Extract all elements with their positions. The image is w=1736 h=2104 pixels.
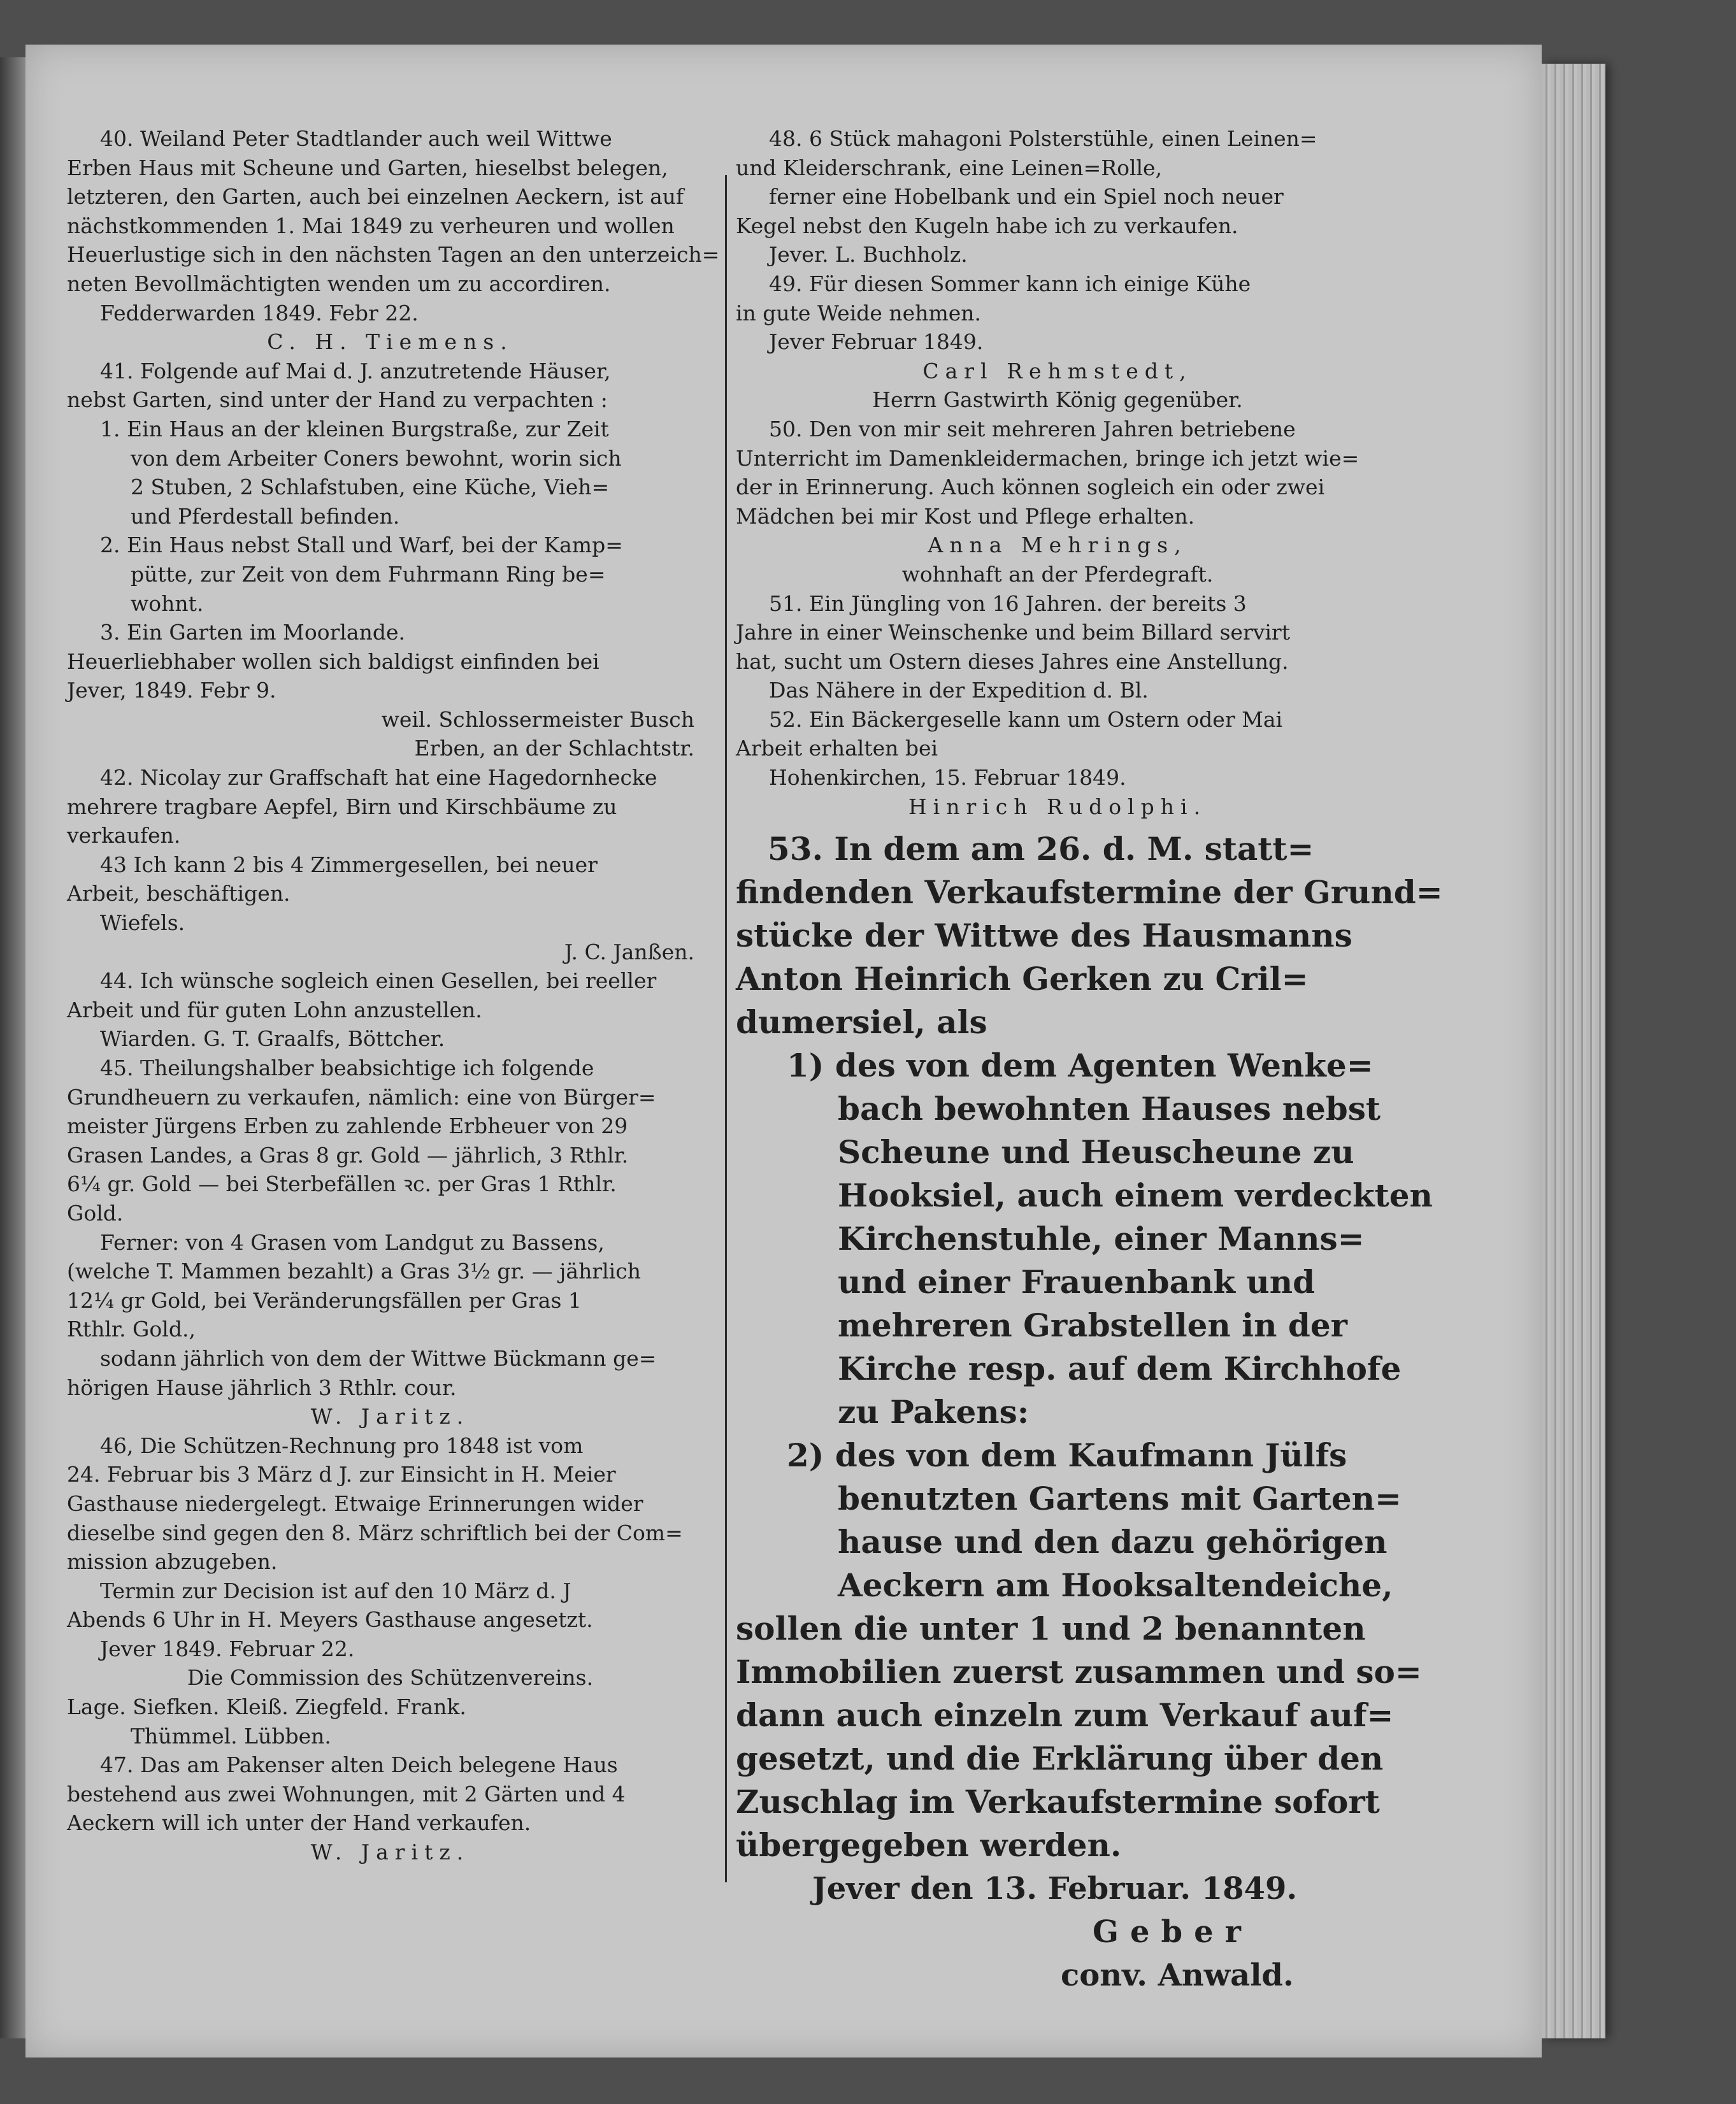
notice-53-item: 1) des von dem Agenten Wenke= — [787, 1047, 1374, 1085]
notice-53-line: Zuschlag im Verkaufstermine sofort — [736, 1783, 1380, 1821]
notice-53-line: Anton Heinrich Gerken zu Cril= — [736, 960, 1309, 998]
notice-53-place-date: Jever den 13. Februar. 1849. — [812, 1871, 1298, 1907]
left-column — [67, 124, 720, 1867]
notice-53-item: 2) des von dem Kaufmann Jülfs — [787, 1436, 1347, 1475]
ad-49-signature: Herrn Gastwirth König gegenüber. — [872, 387, 1243, 413]
ad-44-signature: Wiarden. G. T. Graalfs, Böttcher. — [100, 1026, 445, 1052]
ad-43-place: Wiefels. — [100, 910, 185, 936]
ad-50-signature: wohnhaft an der Pferdegraft. — [901, 561, 1214, 587]
ad-43-signature: J. C. Janßen. — [564, 939, 694, 964]
ad-50-line: Unterricht im Damenkleidermachen, bringe ich jetzt wie= — [736, 445, 1359, 471]
ad-45-line: Ferner: von 4 Grasen vom Landgut zu Bassens, — [100, 1229, 605, 1255]
ad-47-line: Aeckern will ich unter der Hand verkaufen. — [67, 1810, 531, 1836]
notice-53-line: Immobilien zuerst zusammen und so= — [736, 1653, 1422, 1691]
ad-40-line: neten Bevollmächtigten wenden um zu accordiren. — [67, 271, 611, 296]
ad-40-line: Erben Haus mit Scheune und Garten, hieselbst belegen, — [67, 155, 668, 180]
ad-46-line: Termin zur Decision ist auf den 10 März d. J — [100, 1578, 571, 1603]
ad-45-line: hörigen Hause jährlich 3 Rthlr. cour. — [67, 1375, 457, 1400]
notice-53-item: Hooksiel, auch einem verdeckten — [838, 1177, 1433, 1215]
notice-53-item: Kirche resp. auf dem Kirchhofe — [838, 1350, 1402, 1388]
ad-41-item: 3. Ein Garten im Moorlande. — [100, 620, 405, 645]
ad-48-line: ferner eine Hobelbank und ein Spiel noch neuer — [769, 184, 1284, 210]
ad-46-line: dieselbe sind gegen den 8. März schriftlich bei der Com= — [67, 1520, 683, 1545]
ad-46-place-date: Jever 1849. Februar 22. — [100, 1636, 355, 1661]
ad-51-line: 51. Ein Jüngling von 16 Jahren. der bereits 3 — [769, 590, 1247, 616]
notice-53-item: Kirchenstuhle, einer Manns= — [838, 1220, 1365, 1258]
notice-53-line: stücke der Wittwe des Hausmanns — [736, 917, 1352, 955]
notice-53-line: dann auch einzeln zum Verkauf auf= — [736, 1696, 1394, 1735]
notice-53-item: benutzten Gartens mit Garten= — [838, 1480, 1402, 1518]
ad-47-line: 47. Das am Pakenser alten Deich belegene Haus — [100, 1752, 618, 1778]
ad-49-signature: Carl Rehmstedt, — [922, 358, 1193, 383]
notice-53-line: übergegeben werden. — [736, 1826, 1122, 1864]
previous-page-edge — [0, 57, 25, 2038]
notice-53-line: findenden Verkaufstermine der Grund= — [736, 873, 1443, 912]
notice-53-item: und einer Frauenbank und — [838, 1263, 1316, 1301]
ad-45-line: 12¼ gr Gold, bei Veränderungsfällen per Gras 1 — [67, 1287, 582, 1313]
notice-53-item: zu Pakens: — [838, 1393, 1029, 1431]
page-stack-edge — [1542, 64, 1605, 2038]
ad-42-line: 42. Nicolay zur Graffschaft hat eine Hagedornhecke — [100, 765, 657, 791]
ad-46-signature: Lage. Siefken. Kleiß. Ziegfeld. Frank. — [67, 1694, 466, 1720]
ad-45-line: 6¼ gr. Gold — bei Sterbefällen ꝛc. per Gras 1 Rthlr. — [67, 1171, 617, 1197]
notice-53-item: bach bewohnten Hauses nebst — [838, 1090, 1381, 1128]
ad-48-signature: Jever. L. Buchholz. — [769, 242, 968, 268]
notice-53-line: gesetzt, und die Erklärung über den — [736, 1740, 1384, 1778]
ad-52-line: Arbeit erhalten bei — [736, 736, 938, 761]
ad-51-line: Jahre in einer Weinschenke und beim Billard servirt — [736, 620, 1290, 645]
ad-49-line: in gute Weide nehmen. — [736, 300, 982, 326]
ad-41-item: pütte, zur Zeit von dem Fuhrmann Ring be= — [131, 561, 606, 587]
notice-53-signature: conv. Anwald. — [1061, 1957, 1294, 1994]
ad-50-line: der in Erinnerung. Auch können sogleich ein oder zwei — [736, 475, 1325, 500]
notice-53-item: Scheune und Heuscheune zu — [838, 1133, 1354, 1171]
ad-41-line: Heuerliebhaber wollen sich baldigst einfinden bei — [67, 648, 599, 674]
ad-40-line: 40. Weiland Peter Stadtlander auch weil Wittwe — [100, 126, 612, 151]
notice-53-item: hause und den dazu gehörigen — [838, 1523, 1388, 1561]
notice-53-item: Aeckern am Hooksaltendeiche, — [838, 1566, 1393, 1605]
ad-45-line: Grasen Landes, a Gras 8 gr. Gold — jährlich, 3 Rthlr. — [67, 1142, 629, 1168]
ad-41-item: 2. Ein Haus nebst Stall und Warf, bei der Kamp= — [100, 533, 623, 558]
ad-40-line: nächstkommenden 1. Mai 1849 zu verheuren und wollen — [67, 213, 675, 238]
ad-41-line: nebst Garten, sind unter der Hand zu verpachten : — [67, 387, 608, 413]
ad-51-line: Das Nähere in der Expedition d. Bl. — [769, 678, 1149, 703]
notice-53-line: 53. In dem am 26. d. M. statt= — [768, 830, 1314, 868]
ad-41-line: 41. Folgende auf Mai d. J. anzutretende Häuser, — [100, 358, 611, 383]
notice-53-line: sollen die unter 1 und 2 benannten — [736, 1610, 1366, 1648]
ad-46-line: 46, Die Schützen-Rechnung pro 1848 ist vom — [100, 1433, 584, 1458]
ad-52-place-date: Hohenkirchen, 15. Februar 1849. — [769, 765, 1126, 791]
ad-41-item: und Pferdestall befinden. — [131, 503, 400, 529]
ad-45-line: meister Jürgens Erben zu zahlende Erbheuer von 29 — [67, 1113, 628, 1139]
ad-43-line: Arbeit, beschäftigen. — [67, 881, 291, 906]
notice-53-line: dumersiel, als — [736, 1003, 987, 1041]
ad-48-line: und Kleiderschrank, eine Leinen=Rolle, — [736, 155, 1163, 180]
notice-53-item: mehreren Grabstellen in der — [838, 1306, 1348, 1345]
ad-41-item: 2 Stuben, 2 Schlafstuben, eine Küche, Vieh= — [131, 475, 610, 500]
ad-45-line: sodann jährlich von dem der Wittwe Bückmann ge= — [100, 1345, 657, 1371]
ad-46-signature: Thümmel. Lübben. — [131, 1723, 331, 1749]
ad-50-line: Mädchen bei mir Kost und Pflege erhalten. — [736, 503, 1195, 529]
ad-41-signature: Erben, an der Schlachtstr. — [414, 736, 694, 761]
ad-42-line: verkaufen. — [67, 823, 181, 848]
ad-45-line: Rthlr. Gold., — [67, 1317, 196, 1342]
ad-41-item: wohnt. — [131, 590, 204, 616]
ad-48-line: 48. 6 Stück mahagoni Polsterstühle, einen Leinen= — [769, 126, 1317, 151]
ad-50-signature: Anna Mehrings, — [928, 533, 1187, 558]
ad-42-line: mehrere tragbare Aepfel, Birn und Kirschbäume zu — [67, 794, 617, 819]
ad-48-line: Kegel nebst den Kugeln habe ich zu verkaufen. — [736, 213, 1238, 238]
ad-40-place-date: Fedderwarden 1849. Febr 22. — [100, 300, 419, 326]
ad-45-line: (welche T. Mammen bezahlt) a Gras 3½ gr. — jährlich — [67, 1259, 641, 1284]
ad-45-line: Grundheuern zu verkaufen, nämlich: eine von Bürger= — [67, 1084, 656, 1110]
ad-50-line: 50. Den von mir seit mehreren Jahren betriebene — [769, 416, 1296, 441]
ad-40-signature: C. H. Tiemens. — [267, 329, 513, 355]
ad-45-signature: W. Jaritz. — [310, 1404, 470, 1429]
ad-45-line: 45. Theilungshalber beabsichtige ich folgende — [100, 1056, 594, 1080]
ad-51-line: hat, sucht um Ostern dieses Jahres eine Anstellung. — [736, 648, 1289, 674]
ad-40-line: letzteren, den Garten, auch bei einzelnen Aeckern, ist auf — [67, 184, 684, 210]
ad-47-line: bestehend aus zwei Wohnungen, mit 2 Gärten und 4 — [67, 1781, 626, 1807]
ad-41-place-date: Jever, 1849. Febr 9. — [67, 678, 276, 703]
ad-46-line: mission abzugeben. — [67, 1549, 278, 1575]
ad-46-line: 24. Februar bis 3 März d J. zur Einsicht in H. Meier — [67, 1462, 616, 1487]
ad-52-signature: Hinrich Rudolphi. — [908, 794, 1207, 819]
ad-44-line: Arbeit und für guten Lohn anzustellen. — [67, 997, 482, 1022]
ad-45-line: Gold. — [67, 1200, 124, 1226]
ad-47-signature: W. Jaritz. — [310, 1840, 470, 1865]
ad-44-line: 44. Ich wünsche sogleich einen Gesellen, bei reeller — [100, 968, 657, 994]
ad-40-line: Heuerlustige sich in den nächsten Tagen an den unterzeich= — [67, 242, 720, 268]
ad-46-line: Abends 6 Uhr in H. Meyers Gasthause angesetzt. — [67, 1607, 593, 1633]
ad-43-line: 43 Ich kann 2 bis 4 Zimmergesellen, bei neuer — [100, 852, 598, 877]
column-divider — [725, 175, 727, 1882]
ad-41-item: 1. Ein Haus an der kleinen Burgstraße, zur Zeit — [100, 416, 609, 441]
ad-49-line: 49. Für diesen Sommer kann ich einige Kühe — [769, 271, 1251, 296]
ad-41-item: von dem Arbeiter Coners bewohnt, worin sich — [131, 445, 622, 471]
notice-53-signature: Geber — [1093, 1914, 1252, 1950]
ad-46-signature: Die Commission des Schützenvereins. — [187, 1665, 594, 1691]
ad-46-line: Gasthause niedergelegt. Etwaige Erinnerungen wider — [67, 1491, 643, 1516]
ad-52-line: 52. Ein Bäckergeselle kann um Ostern oder Mai — [769, 706, 1283, 732]
ad-41-signature: weil. Schlossermeister Busch — [381, 706, 694, 732]
right-column — [736, 124, 1443, 1997]
ad-49-place-date: Jever Februar 1849. — [769, 329, 984, 355]
